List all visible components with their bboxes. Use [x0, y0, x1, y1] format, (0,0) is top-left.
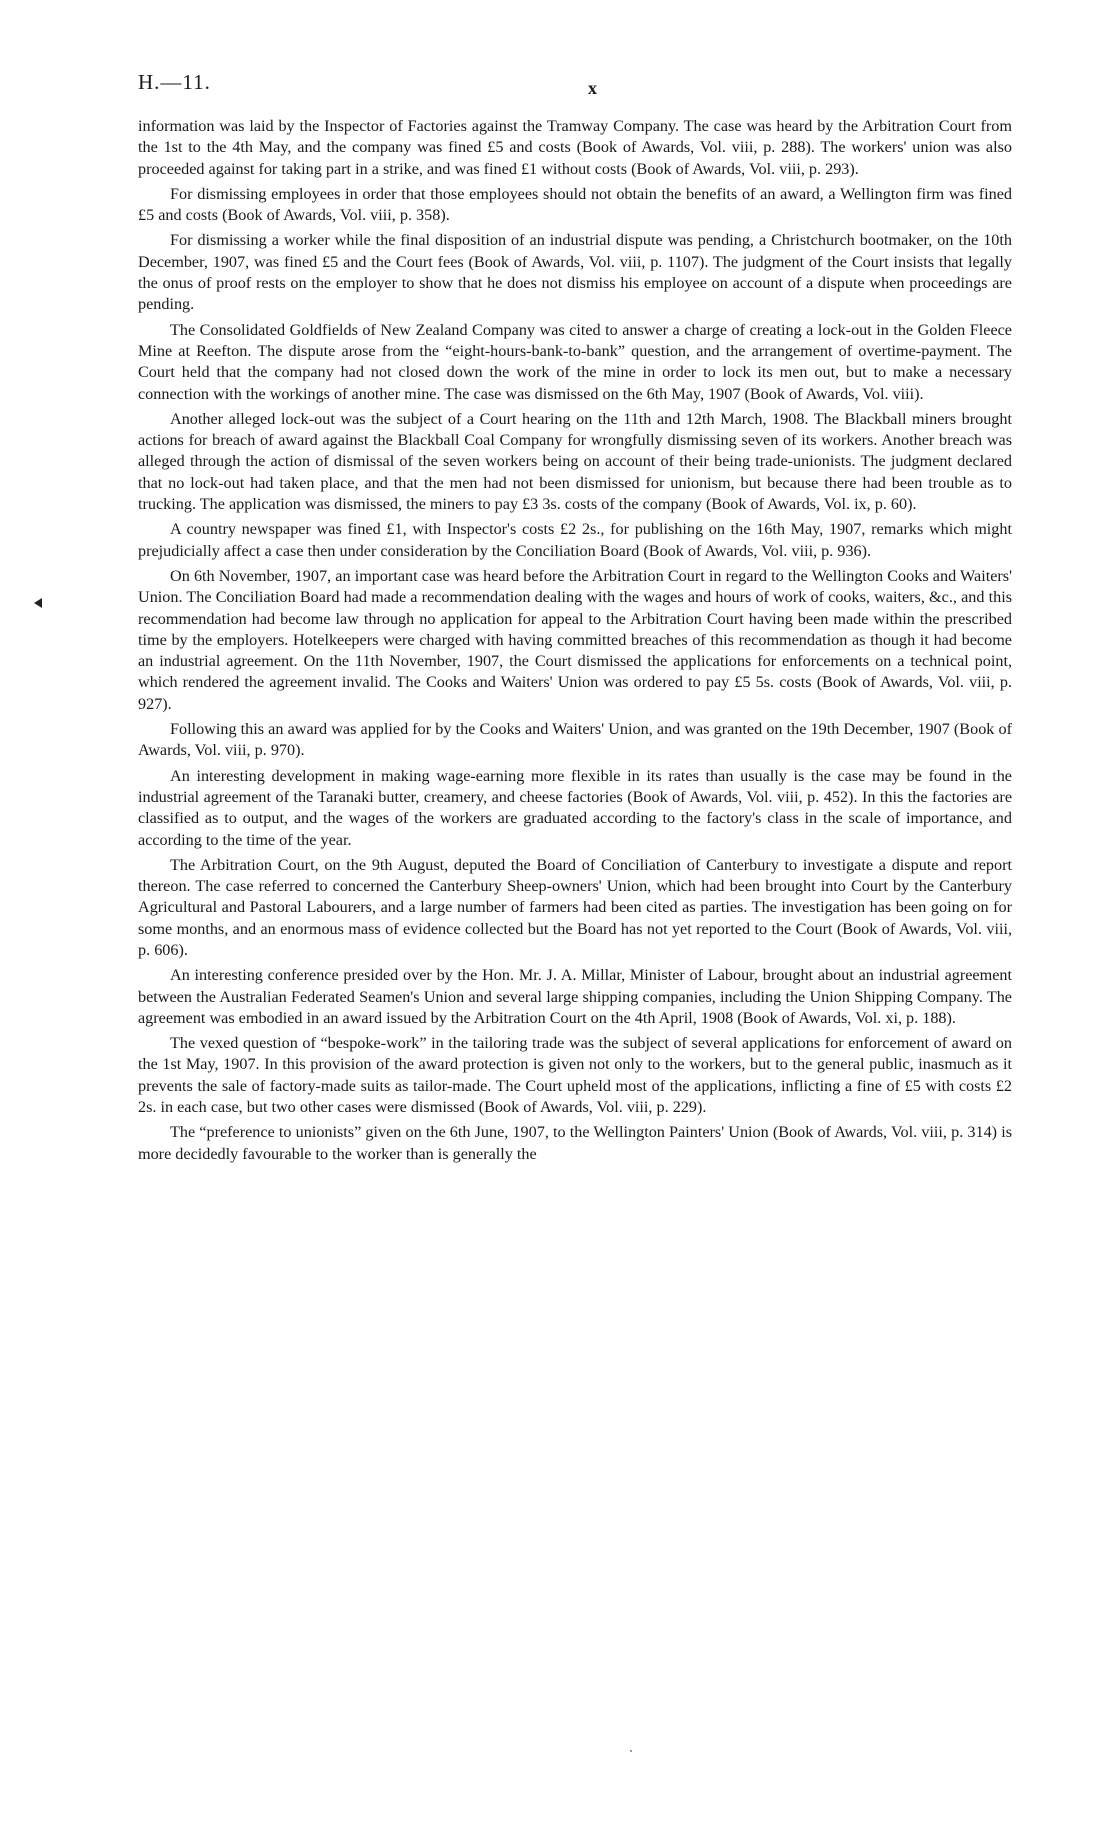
- paragraph: The “preference to unionists” given on the 6th June, 1907, to the Wellington Painters' Union (Book of Awards, Vol. viii, p. 314) is more decidedly favourable to the worker than is generally the: [138, 1123, 1012, 1163]
- paragraph: For dismissing a worker while the final disposition of an industrial dispute was pending, a Christchurch bootmaker, on the 10th December, 1907, was fined £5 and the Court fees (Book of Awards, Vol. viii, p. 1107). The judgment of the Court insists that legally the onus of proof rests on the employer to show that he does not dismiss his employee on account of a dispute when proceedings are pending.: [138, 231, 1012, 314]
- scan-speck: [630, 1750, 632, 1752]
- paragraph: Another alleged lock-out was the subject of a Court hearing on the 11th and 12th March, 1908. The Blackball miners brought actions for breach of award against the Blackball Coal Company for wrongfully dismissing seven of its workers. Another breach was alleged through the action of dismissal of the seven workers being on account of their being trade-unionists. The judgment declared that no lock-out had taken place, and that the men had not been dismissed for unionism, but because there had been trouble as to trucking. The application was dismissed, the miners to pay £3 3s. costs of the company (Book of Awards, Vol. ix, p. 60).: [138, 409, 1012, 514]
- report-code: H.—11.: [138, 70, 211, 94]
- paragraph: information was laid by the Inspector of Factories against the Tramway Company. The case was heard by the Arbitration Court from the 1st to the 4th May, and the company was fined £5 and costs (Book of Awards, Vol. viii, p. 288). The workers' union was also proceeded against for taking part in a strike, and was fined £1 without costs (Book of Awards, Vol. viii, p. 293).: [138, 117, 1012, 178]
- paragraph: For dismissing employees in order that those employees should not obtain the benefits of an award, a Wellington firm was fined £5 and costs (Book of Awards, Vol. viii, p. 358).: [138, 184, 1012, 225]
- paragraph: An interesting conference presided over by the Hon. Mr. J. A. Millar, Minister of Labour, brought about an industrial agreement between the Australian Federated Seamen's Union and several large shipping companies, including the Union Shipping Company. The agreement was embodied in an award issued by the Arbitration Court on the 4th April, 1908 (Book of Awards, Vol. xi, p. 188).: [138, 966, 1012, 1027]
- paragraph: An interesting development in making wage-earning more flexible in its rates than usually is the case may be found in the industrial agreement of the Taranaki butter, creamery, and cheese factories (Book of Awards, Vol. viii, p. 452). In this the factories are classified as to output, and the wages of the workers are graduated according to the factory's class in the scale of importance, and according to the time of the year.: [138, 766, 1012, 849]
- paragraph: The vexed question of “bespoke-work” in the tailoring trade was the subject of several applications for enforcement of award on the 1st May, 1907. In this provision of the award protection is given not only to the workers, but to the general public, inasmuch as it prevents the sale of factory-made suits as tailor-made. The Court upheld most of the applications, inflicting a fine of £5 with costs £2 2s. in each case, but two other cases were dismissed (Book of Awards, Vol. viii, p. 229).: [138, 1034, 1012, 1117]
- body-text: [138, 116, 1012, 1169]
- paragraph: Following this an award was applied for by the Cooks and Waiters' Union, and was granted on the 19th December, 1907 (Book of Awards, Vol. viii, p. 970).: [138, 720, 1012, 760]
- page-number: x: [588, 78, 597, 98]
- paragraph: On 6th November, 1907, an important case was heard before the Arbitration Court in regard to the Wellington Cooks and Waiters' Union. The Conciliation Board had made a recommendation dealing with the wages and hours of work of cooks, waiters, &c., and this recommendation had become law through no application for appeal to the Arbitration Court having been made within the prescribed time by the employers. Hotelkeepers were charged with having committed breaches of this recommendation as though it had become an industrial agreement. On the 11th November, 1907, the Court dismissed the applications for enforcements on a technical point, which rendered the agreement invalid. The Cooks and Waiters' Union was ordered to pay £5 5s. costs (Book of Awards, Vol. viii, p. 927).: [138, 566, 1012, 713]
- paragraph: A country newspaper was fined £1, with Inspector's costs £2 2s., for publishing on the 16th May, 1907, remarks which might prejudicially affect a case then under consideration by the Conciliation Board (Book of Awards, Vol. viii, p. 936).: [138, 520, 1012, 560]
- margin-arrow-icon: [34, 598, 42, 608]
- paragraph: The Consolidated Goldfields of New Zealand Company was cited to answer a charge of creating a lock-out in the Golden Fleece Mine at Reefton. The dispute arose from the “eight-hours-bank-to-bank” question, and the arrangement of overtime-payment. The Court held that the company had not closed down the work of the mine in order to lock its men out, but to make a necessary connection with the workings of another mine. The case was dismissed on the 6th May, 1907 (Book of Awards, Vol. viii).: [138, 320, 1012, 403]
- paragraph: The Arbitration Court, on the 9th August, deputed the Board of Conciliation of Canterbury to investigate a dispute and report thereon. The case referred to concerned the Canterbury Sheep-owners' Union, which had been brought into Court by the Canterbury Agricultural and Pastoral Labourers, and a large number of farmers had been cited as parties. The investigation has been going on for some months, and an enormous mass of evidence collected but the Board has not yet reported to the Court (Book of Awards, Vol. viii, p. 606).: [138, 855, 1012, 959]
